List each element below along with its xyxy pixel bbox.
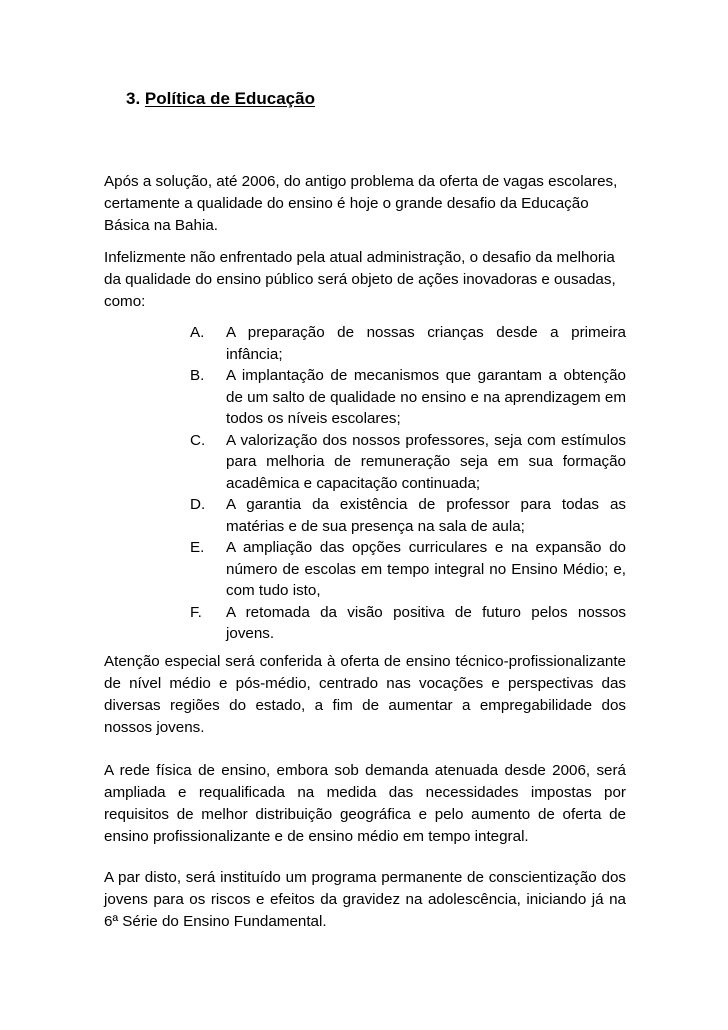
school-network-paragraph: A rede física de ensino, embora sob demanda atenuada desde 2006, será ampliada e requalificada na medida das necessidades impostas por requisitos de melhor distribuição geográfica e pelo aumento de oferta de ensino profissionalizante e de ensino médio em tempo integral.	[104, 762, 626, 845]
list-marker: C.	[190, 431, 206, 449]
list-marker: D.	[190, 496, 206, 513]
section-heading	[126, 88, 315, 110]
list-item	[104, 322, 626, 365]
list-item-text: A ampliação das opções curriculares e na expansão do número de escolas em tempo integral no Ensino Médio; e, com tudo isto,	[226, 539, 626, 599]
list-item-text: A preparação de nossas crianças desde a primeira infância;	[226, 324, 626, 363]
list-item	[104, 365, 626, 430]
actions-list	[104, 322, 626, 645]
list-marker: B.	[190, 367, 205, 384]
list-item-text: A retomada da visão positiva de futuro pelos nossos jovens.	[226, 603, 626, 642]
list-marker: F.	[190, 603, 202, 621]
list-item	[104, 602, 626, 645]
list-item	[104, 537, 626, 602]
list-item	[104, 494, 626, 537]
list-item-text: A valorização dos nossos professores, seja com estímulos para melhoria de remuneração seja em sua formação acadêmica e capacitação continuada;	[226, 431, 626, 492]
list-item-text: A implantação de mecanismos que garantam a obtenção de um salto de qualidade no ensino e na aprendizagem em todos os níveis escolares;	[226, 367, 626, 427]
list-marker: E.	[190, 539, 205, 556]
section-title: Política de Educação	[144, 89, 315, 108]
challenge-paragraph: Infelizmente não enfrentado pela atual administração, o desafio da melhoria da qualidade do ensino público será objeto de ações inovadoras e ousadas, como:	[104, 249, 616, 310]
list-marker: A.	[190, 324, 205, 341]
list-item	[104, 430, 626, 495]
list-item-text: A garantia da existência de professor para todas as matérias e de sua presença na sala de aula;	[226, 496, 626, 535]
intro-paragraph: Após a solução, até 2006, do antigo problema da oferta de vagas escolares, certamente a qualidade do ensino é hoje o grande desafio da Educação Básica na Bahia.	[104, 173, 618, 234]
section-number: 3.	[126, 89, 141, 108]
awareness-program-paragraph: A par disto, será instituído um programa permanente de conscientização dos jovens para os riscos e efeitos da gravidez na adolescência, iniciando já na 6ª Série do Ensino Fundamental.	[104, 869, 626, 930]
technical-education-paragraph: Atenção especial será conferida à oferta de ensino técnico-profissionalizante de nível médio e pós-médio, centrado nas vocações e perspectivas das diversas regiões do estado, a fim de aumentar a empregabilidade dos nossos jovens.	[104, 653, 626, 736]
